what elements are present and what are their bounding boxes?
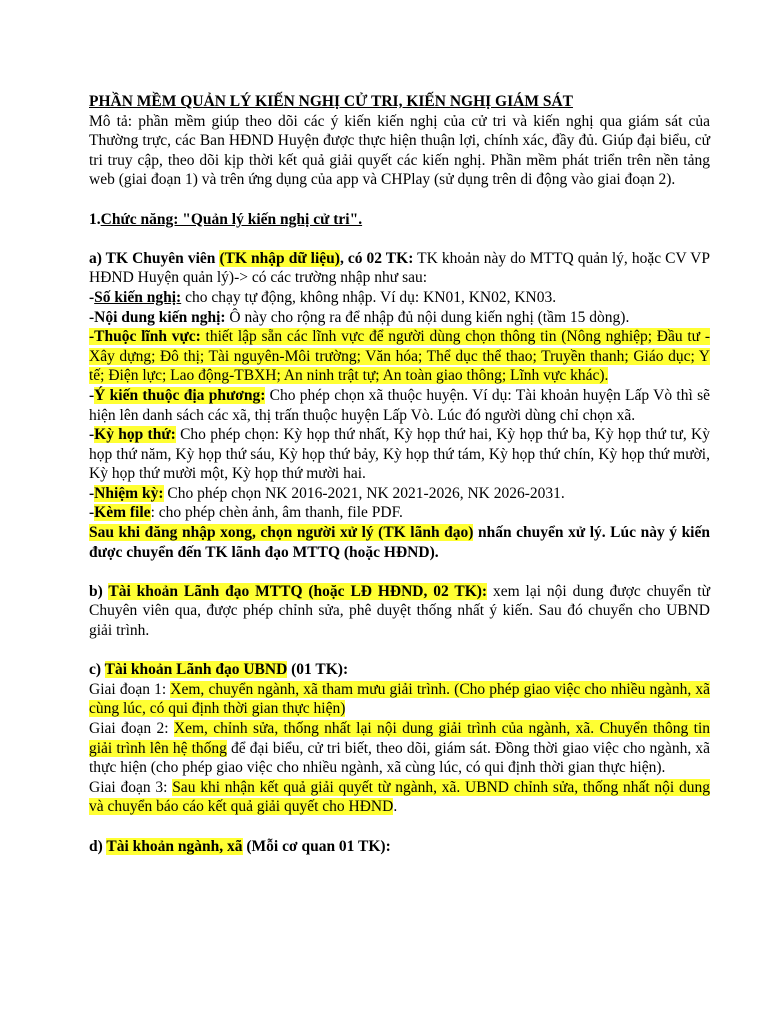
stage-3-end: . <box>393 798 398 816</box>
field-yk-label: Ý kiến thuộc địa phương: <box>94 386 266 404</box>
field-nd-text: Ô này cho rộng ra để nhập đủ nội dung kiến nghị (tầm 15 dòng). <box>225 308 630 326</box>
field-nd-label: Nội dung kiến nghị: <box>94 308 226 326</box>
section-1-heading <box>89 210 710 230</box>
field-ky-hop: -Kỳ họp thứ: Cho phép chọn: Kỳ họp thứ nhất, Kỳ họp thứ hai, Kỳ họp thứ ba, Kỳ họp thứ tư, Kỳ họp thứ năm, Kỳ họp thứ sáu, Kỳ họp thứ bảy, Kỳ họp thứ tám, Kỳ họp thứ chín, Kỳ họp thứ mười, Kỳ họp thứ mười một, Kỳ họp thứ mười hai. <box>89 426 710 483</box>
field-so-text: cho chạy tự động, không nhập. Ví dụ: KN01, KN02, KN03. <box>181 288 557 306</box>
spacer <box>89 817 710 837</box>
section-a-prefix: a) TK Chuyên viên <box>89 249 220 267</box>
field-kf-text: : cho phép chèn ảnh, âm thanh, file PDF. <box>150 504 403 522</box>
stage-1-label: Giai đoạn 1: <box>89 680 171 698</box>
section-a-final-text: nhấn chuyển xử lý. Lúc này ý kiến được chuyển đến TK lãnh đạo MTTQ (hoặc HĐND). <box>89 524 710 561</box>
document-title: PHẦN MỀM QUẢN LÝ KIẾN NGHỊ CỬ TRI, KIẾN NGHỊ GIÁM SÁT <box>89 93 573 110</box>
field-kf-label: Kèm file <box>94 504 151 522</box>
field-so-label: Số kiến nghị: <box>94 288 182 306</box>
field-linh-vuc: -Thuộc lĩnh vực: thiết lập sẵn các lĩnh vực để người dùng chọn thông tin (Nông nghiệp; Đầu tư -Xây dựng; Đô thị; Tài nguyên-Môi trường; Văn hóa; Thể dục thể thao; Truyền thanh; Giáo dục; Y tế; Điện lực; Lao động-TBXH; An ninh trật tự; An toàn giao thông; Lĩnh vực khác). <box>89 328 710 385</box>
field-nk-label: Nhiệm kỳ: <box>94 484 164 502</box>
intro-paragraph <box>89 112 710 190</box>
section-c-heading <box>89 660 710 680</box>
field-nhiem-ky: -Nhiệm kỳ: Cho phép chọn NK 2016-2021, NK 2021-2026, NK 2026-2031. <box>89 484 565 502</box>
stage-2 <box>89 719 710 778</box>
section-c-suffix: (01 TK): <box>287 661 349 679</box>
field-nk-text: Cho phép chọn NK 2016-2021, NK 2021-2026, NK 2026-2031. <box>163 484 565 502</box>
spacer <box>89 562 710 582</box>
field-kem-file: -Kèm file: cho phép chèn ảnh, âm thanh, file PDF. <box>89 504 403 522</box>
field-ky-label: Kỳ họp thứ: <box>94 426 176 444</box>
intro-text: phần mềm giúp theo dõi các ý kiến kiến nghị của cử tri và kiến nghị qua giám sát của Thường trực, các Ban HĐND Huyện được thực hiện thuận lợi, chính xác, đầy đủ. Giúp đại biểu, cử tri truy cập, theo dõi kịp thời kết quả giải quyết các kiến nghị. Phần mềm phát triển trên nền tảng web (giai đoạn 1) và trên ứng dụng của app và CHPlay (sử dụng trên di động vào giai đoạn 2). <box>89 112 710 189</box>
field-ky-text: Cho phép chọn: Kỳ họp thứ nhất, Kỳ họp thứ hai, Kỳ họp thứ ba, Kỳ họp thứ tư, Kỳ họp thứ năm, Kỳ họp thứ sáu, Kỳ họp thứ bảy, Kỳ họp thứ tám, Kỳ họp thứ chín, Kỳ họp thứ mười, Kỳ họp thứ mười một, Kỳ họp thứ mười hai. <box>89 426 710 483</box>
stage-3-highlight: Sau khi nhận kết quả giải quyết từ ngành, xã. UBND chỉnh sửa, thống nhất nội dung và chuyển báo cáo kết quả giải quyết cho HĐND <box>89 778 710 816</box>
spacer <box>89 229 710 249</box>
stage-2-highlight: Xem, chỉnh sửa, thống nhất lại nội dung giải trình của ngành, xã. Chuyển thông tin giải trình lên hệ thống <box>89 720 711 757</box>
stage-3 <box>89 778 710 817</box>
stage-2-label: Giai đoạn 2: <box>89 720 174 737</box>
section-d-highlight: Tài khoản ngành, xã <box>106 837 243 855</box>
stage-2-text: để đại biểu, cử tri biết, theo dõi, giám sát. Đồng thời giao việc cho ngành, xã thực hiện (cho phép giao việc cho nhiều ngành, xã cùng lúc, có qui định thời gian thực hiện). <box>89 739 710 777</box>
section-d-suffix: (Mỗi cơ quan 01 TK): <box>242 837 391 855</box>
section-a-final <box>89 523 710 562</box>
section-a-suffix: , có 02 TK: <box>339 249 414 267</box>
spacer <box>89 641 710 661</box>
section-1-prefix: 1. <box>89 210 101 228</box>
intro-label: Mô tả: <box>89 112 133 130</box>
field-lv-text: thiết lập sẵn các lĩnh vực để người dùng chọn thông tin (Nông nghiệp; Đầu tư -Xây dựng; Đô thị; Tài nguyên-Môi trường; Văn hóa; Thể dục thể thao; Truyền thanh; Giáo dục; Y tế; Điện lực; Lao động-TBXH; An ninh trật tự; An toàn giao thông; Lĩnh vực khác). <box>89 328 710 385</box>
section-a-heading <box>89 249 710 288</box>
field-yk-text: Cho phép chọn xã thuộc huyện. Ví dụ: Tài khoản huyện Lấp Vò thì sẽ hiện lên danh sách các xã, thị trấn thuộc huyện Lấp Vò. Lúc đó người dùng chỉ chọn xã. <box>89 386 710 424</box>
field-dia-phuong: -Ý kiến thuộc địa phương: Cho phép chọn xã thuộc huyện. Ví dụ: Tài khoản huyện Lấp Vò thì sẽ hiện lên danh sách các xã, thị trấn thuộc huyện Lấp Vò. Lúc đó người dùng chỉ chọn xã. <box>89 386 710 424</box>
section-1-label: Chức năng: "Quản lý kiến nghị cử tri". <box>100 210 363 228</box>
section-a-highlight: (TK nhập dữ liệu) <box>219 249 340 267</box>
field-noi-dung: -Nội dung kiến nghị: Ô này cho rộng ra để nhập đủ nội dung kiến nghị (tầm 15 dòng). <box>89 308 630 326</box>
section-d-prefix: d) <box>89 837 107 855</box>
field-so-kien-nghi: -Số kiến nghị: cho chạy tự động, không nhập. Ví dụ: KN01, KN02, KN03. <box>89 288 557 306</box>
field-lv-label: Thuộc lĩnh vực: <box>94 328 201 346</box>
spacer <box>89 190 710 210</box>
section-b-paragraph <box>89 582 710 641</box>
section-a-text: TK khoản này do MTTQ quản lý, hoặc CV VP HĐND Huyện quản lý)-> có các trường nhập như sau: <box>89 249 710 287</box>
section-c-highlight: Tài khoản Lãnh đạo UBND <box>104 661 288 679</box>
section-a-final-highlight: Sau khi đăng nhập xong, chọn người xử lý (TK lãnh đạo) <box>89 524 474 542</box>
stage-3-label: Giai đoạn 3: <box>89 778 173 796</box>
section-b-text: xem lại nội dung được chuyển từ Chuyên viên qua, được phép chỉnh sửa, phê duyệt thống nhất ý kiến. Sau đó chuyển cho UBND giải trình. <box>89 582 710 640</box>
section-b-highlight: Tài khoản Lãnh đạo MTTQ (hoặc LĐ HĐND, 02 TK): <box>108 582 488 600</box>
section-b-prefix: b) <box>89 582 109 600</box>
stage-1-highlight: Xem, chuyển ngành, xã tham mưu giải trình. (Cho phép giao việc cho nhiều ngành, xã cùng lúc, có qui định thời gian thực hiện) <box>89 680 710 718</box>
section-c-prefix: c) <box>89 661 105 679</box>
section-d-heading <box>89 837 710 857</box>
stage-1 <box>89 680 710 719</box>
